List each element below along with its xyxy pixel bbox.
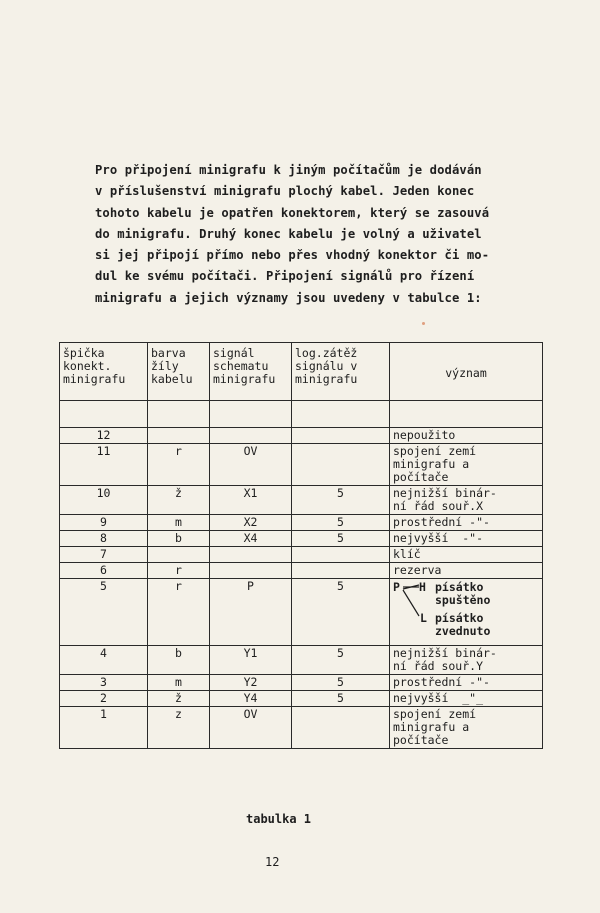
table-row (60, 547, 543, 563)
meaning-cell (390, 444, 543, 486)
header-load: log.zátěž signálu v minigrafu (292, 343, 390, 401)
signal-cell: Y1 (210, 646, 292, 675)
load-cell (292, 707, 390, 749)
meaning-line: počítače (393, 733, 449, 747)
load-cell (292, 563, 390, 579)
meaning-cell (390, 563, 543, 579)
header-signal: signál schematu minigrafu (210, 343, 292, 401)
pen-l-text: písátko (435, 611, 484, 625)
pen-label-p: P (393, 580, 400, 594)
wire-color-cell (148, 428, 210, 444)
wire-color-cell: z (148, 707, 210, 749)
load-cell: 5 (292, 531, 390, 547)
wire-color-cell: m (148, 515, 210, 531)
meaning-line: minigrafu a (393, 457, 470, 471)
signal-cell (210, 563, 292, 579)
paragraph-line: v příslušenství minigrafu plochý kabel. Jeden konec (95, 184, 475, 199)
table-row (60, 444, 543, 486)
meaning-line: nepoužito (393, 428, 456, 442)
meaning-cell (390, 691, 543, 707)
meaning-line: nejvyšší _"_ (393, 691, 484, 705)
load-cell (292, 428, 390, 444)
meaning-line: rezerva (393, 563, 442, 577)
wire-color-cell: m (148, 675, 210, 691)
meaning-cell (390, 486, 543, 515)
header-pin: špička konekt. minigrafu (60, 343, 148, 401)
table-row (60, 707, 543, 749)
meaning-line: minigrafu a (393, 720, 470, 734)
wire-color-cell: ž (148, 691, 210, 707)
table-row (60, 691, 543, 707)
meaning-line: spojení zemí (393, 707, 477, 721)
table-row (60, 579, 543, 646)
meaning-line: nejnižší binár- (393, 646, 497, 660)
load-cell: 5 (292, 691, 390, 707)
meaning-line: spojení zemí (393, 444, 477, 458)
pin-cell: 5 (60, 579, 148, 646)
meaning-cell (390, 675, 543, 691)
wire-color-cell: ž (148, 486, 210, 515)
meaning-cell (390, 547, 543, 563)
paragraph-line: dul ke svému počítači. Připojení signálů pro řízení (95, 269, 475, 284)
load-cell (292, 444, 390, 486)
meaning-line: ní řád souř.Y (393, 659, 484, 673)
table-row (60, 563, 543, 579)
wire-color-cell: b (148, 531, 210, 547)
pin-cell: 2 (60, 691, 148, 707)
signal-cell (210, 428, 292, 444)
pen-label-h: H (419, 580, 426, 594)
pin-cell: 10 (60, 486, 148, 515)
pin-cell: 3 (60, 675, 148, 691)
meaning-line: ní řád souř.X (393, 499, 484, 513)
load-cell (292, 547, 390, 563)
meaning-line: nejnižší binár- (393, 486, 497, 500)
paragraph-line: si jej připojí přímo nebo přes vhodný konektor či mo- (95, 248, 490, 263)
pin-cell: 8 (60, 531, 148, 547)
load-cell: 5 (292, 515, 390, 531)
table-row (60, 531, 543, 547)
meaning-line: prostřední -"- (393, 515, 490, 529)
table-caption: tabulka 1 (246, 812, 312, 826)
pin-cell: 9 (60, 515, 148, 531)
meaning-line: prostřední -"- (393, 675, 490, 689)
pen-state-diagram (393, 580, 533, 644)
meaning-line: klíč (393, 547, 421, 561)
signal-cell: OV (210, 707, 292, 749)
pin-cell: 7 (60, 547, 148, 563)
meaning-line: nejvyšší -"- (393, 531, 484, 545)
header-meaning: význam (390, 343, 543, 401)
pen-h-text: písátko (435, 580, 484, 594)
table-header-row (60, 343, 543, 401)
header-wire-color: barva žíly kabelu (148, 343, 210, 401)
load-cell: 5 (292, 675, 390, 691)
meaning-cell (390, 707, 543, 749)
intro-paragraph (95, 160, 555, 309)
load-cell: 5 (292, 579, 390, 646)
table-row (60, 675, 543, 691)
meaning-line: počítače (393, 470, 449, 484)
pen-l-text: zvednuto (435, 624, 491, 638)
table-row (60, 515, 543, 531)
signal-cell: X2 (210, 515, 292, 531)
signal-cell: X1 (210, 486, 292, 515)
load-cell: 5 (292, 486, 390, 515)
pen-label-l: L (420, 611, 427, 625)
signal-cell: Y2 (210, 675, 292, 691)
page-number: 12 (265, 855, 280, 869)
signal-cell: P (210, 579, 292, 646)
pen-h-text: spuštěno (435, 593, 491, 607)
table-spacer-row (60, 401, 543, 428)
table-row (60, 646, 543, 675)
pin-cell: 4 (60, 646, 148, 675)
pin-table (59, 342, 543, 749)
meaning-cell (390, 531, 543, 547)
ink-speck (422, 322, 425, 325)
signal-cell (210, 547, 292, 563)
meaning-cell (390, 428, 543, 444)
paragraph-line: minigrafu a jejich významy jsou uvedeny v tabulce 1: (95, 290, 482, 305)
paragraph-line: do minigrafu. Druhý konec kabelu je volný a uživatel (95, 226, 482, 241)
paragraph-line: Pro připojení minigrafu k jiným počítačům je dodáván (95, 163, 482, 177)
paragraph-line: tohoto kabelu je opatřen konektorem, který se zasouvá (95, 205, 490, 220)
pen-line-low (403, 590, 419, 616)
load-cell: 5 (292, 646, 390, 675)
meaning-cell (390, 579, 543, 646)
pin-cell: 12 (60, 428, 148, 444)
pin-cell: 1 (60, 707, 148, 749)
wire-color-cell: r (148, 563, 210, 579)
wire-color-cell: r (148, 444, 210, 486)
table-row (60, 486, 543, 515)
table-row (60, 428, 543, 444)
signal-cell: OV (210, 444, 292, 486)
wire-color-cell: r (148, 579, 210, 646)
signal-cell: X4 (210, 531, 292, 547)
meaning-cell (390, 515, 543, 531)
pin-cell: 6 (60, 563, 148, 579)
wire-color-cell (148, 547, 210, 563)
wire-color-cell: b (148, 646, 210, 675)
meaning-cell (390, 646, 543, 675)
signal-cell: Y4 (210, 691, 292, 707)
pin-cell: 11 (60, 444, 148, 486)
